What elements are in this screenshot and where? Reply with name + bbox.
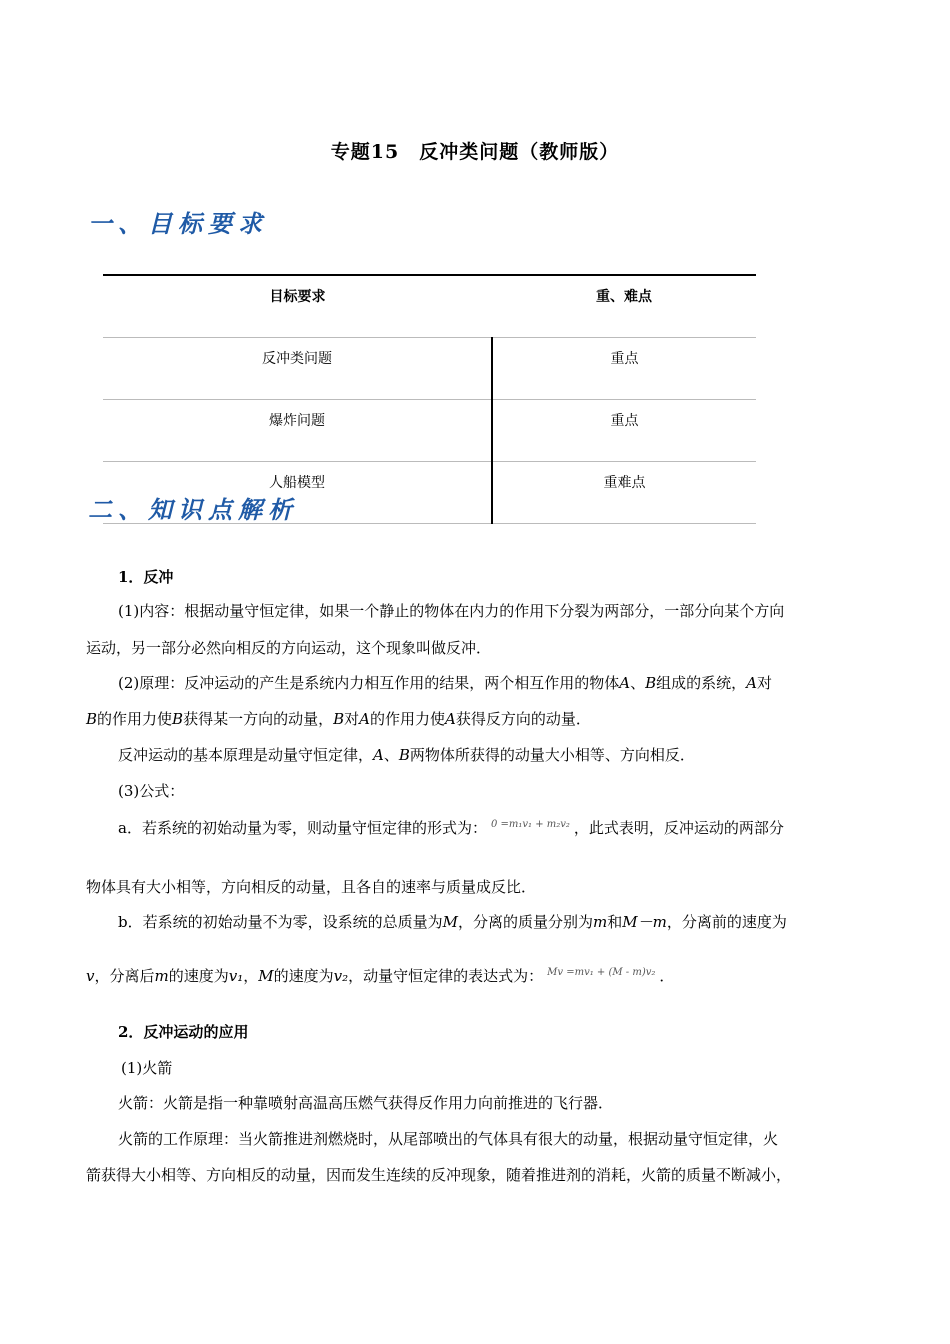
table-cell: 重点: [492, 400, 756, 462]
paragraph: 运动，另一部分必然向相反的方向运动，这个现象叫做反冲．: [86, 639, 492, 657]
text: 反冲运动的基本原理是动量守恒定律，: [118, 746, 374, 764]
var: v₁: [228, 967, 244, 985]
text: (2)原理：反冲运动的产生是系统内力相互作用的结果，两个相互作用的物体: [118, 674, 620, 692]
text: ，分离前的速度为: [666, 913, 787, 931]
text: 获得某一方向的动量，: [183, 710, 334, 728]
table-cell: 爆炸问题: [103, 400, 492, 462]
table-cell: 重点: [492, 338, 756, 400]
table-cell: 重难点: [492, 462, 756, 524]
text: 的速度为: [273, 967, 334, 985]
var: A: [373, 746, 384, 764]
var: m: [592, 913, 608, 931]
text: ，分离后: [94, 967, 155, 985]
text: 对: [757, 674, 773, 692]
paragraph: (1)火箭: [121, 1059, 173, 1077]
text: 的作用力使: [369, 710, 445, 728]
text: ，: [243, 967, 259, 985]
text: 和: [607, 913, 623, 931]
var: B: [333, 710, 345, 728]
var: M: [442, 913, 458, 931]
text: 两物体所获得的动量大小相等、方向相反．: [409, 746, 695, 764]
paragraph: [118, 818, 784, 841]
paragraph: (3)公式：: [118, 782, 185, 800]
text: ，分离的质量分别为: [457, 913, 593, 931]
text: 的速度为: [168, 967, 229, 985]
paragraph: 火箭：火箭是指一种靠喷射高温高压燃气获得反作用力向前推进的飞行器．: [118, 1094, 614, 1112]
text: 、: [383, 746, 399, 764]
text: b．若系统的初始动量不为零，设系统的总质量为: [118, 913, 443, 931]
var: B: [398, 746, 410, 764]
table-header-cell: 重、难点: [492, 275, 756, 338]
text: a．若系统的初始动量为零，则动量守恒定律的形式为：: [118, 819, 487, 837]
table-row: [103, 338, 756, 400]
page-title: 专题15 反冲类问题（教师版）: [330, 141, 620, 163]
table-header-row: [103, 275, 756, 338]
formula: Mv =mv₁ + (M - m)v₂: [547, 967, 656, 978]
var: M: [258, 967, 274, 985]
paragraph: (1)内容：根据动量守恒定律，如果一个静止的物体在内力的作用下分裂为两部分，一部分向某个方向: [118, 602, 785, 620]
paragraph: 物体具有大小相等，方向相反的动量，且各自的速率与质量成反比．: [86, 878, 537, 896]
var: B: [86, 710, 98, 728]
var: m: [154, 967, 169, 985]
text: 对: [344, 710, 360, 728]
paragraph: [118, 745, 695, 765]
section-heading-goals: 一、目标要求: [88, 210, 268, 238]
paragraph: 箭获得大小相等、方向相反的动量，因而发生连续的反冲现象，随着推进剂的消耗，火箭的质量不断减小，: [86, 1166, 792, 1184]
table-header-cell: 目标要求: [103, 275, 492, 338]
text: 组成的系统，: [656, 674, 747, 692]
var: v: [86, 967, 95, 985]
var: A: [746, 674, 758, 692]
paragraph: [86, 966, 674, 989]
paragraph: [86, 709, 591, 729]
subsection-heading: 2．反冲运动的应用: [118, 1023, 249, 1041]
paragraph: 火箭的工作原理：当火箭推进剂燃烧时，从尾部喷出的气体具有很大的动量，根据动量守恒定律，火: [118, 1130, 779, 1148]
var: v₂: [333, 967, 349, 985]
paragraph: [118, 912, 787, 932]
table-cell: 人船模型: [103, 462, 492, 524]
paragraph: [118, 673, 772, 693]
text: 获得反方向的动量．: [455, 710, 591, 728]
table-row: [103, 400, 756, 462]
section-heading-knowledge: 二、知识点解析: [88, 496, 298, 524]
text: 、: [630, 674, 646, 692]
text: 的作用力使: [97, 710, 173, 728]
var: B: [645, 674, 657, 692]
var: A: [619, 674, 631, 692]
var: B: [172, 710, 184, 728]
subsection-heading: 1．反冲: [118, 568, 174, 586]
var: A: [445, 710, 456, 728]
formula: 0 =m₁v₁ + m₂v₂: [490, 819, 570, 830]
var: M－m: [622, 913, 667, 931]
var: A: [359, 710, 370, 728]
text: ．: [659, 967, 675, 985]
table-cell: 反冲类问题: [103, 338, 492, 400]
text: ，此式表明，反冲运动的两部分: [573, 819, 784, 837]
goals-table: [103, 274, 756, 524]
text: ，动量守恒定律的表达式为：: [348, 967, 544, 985]
